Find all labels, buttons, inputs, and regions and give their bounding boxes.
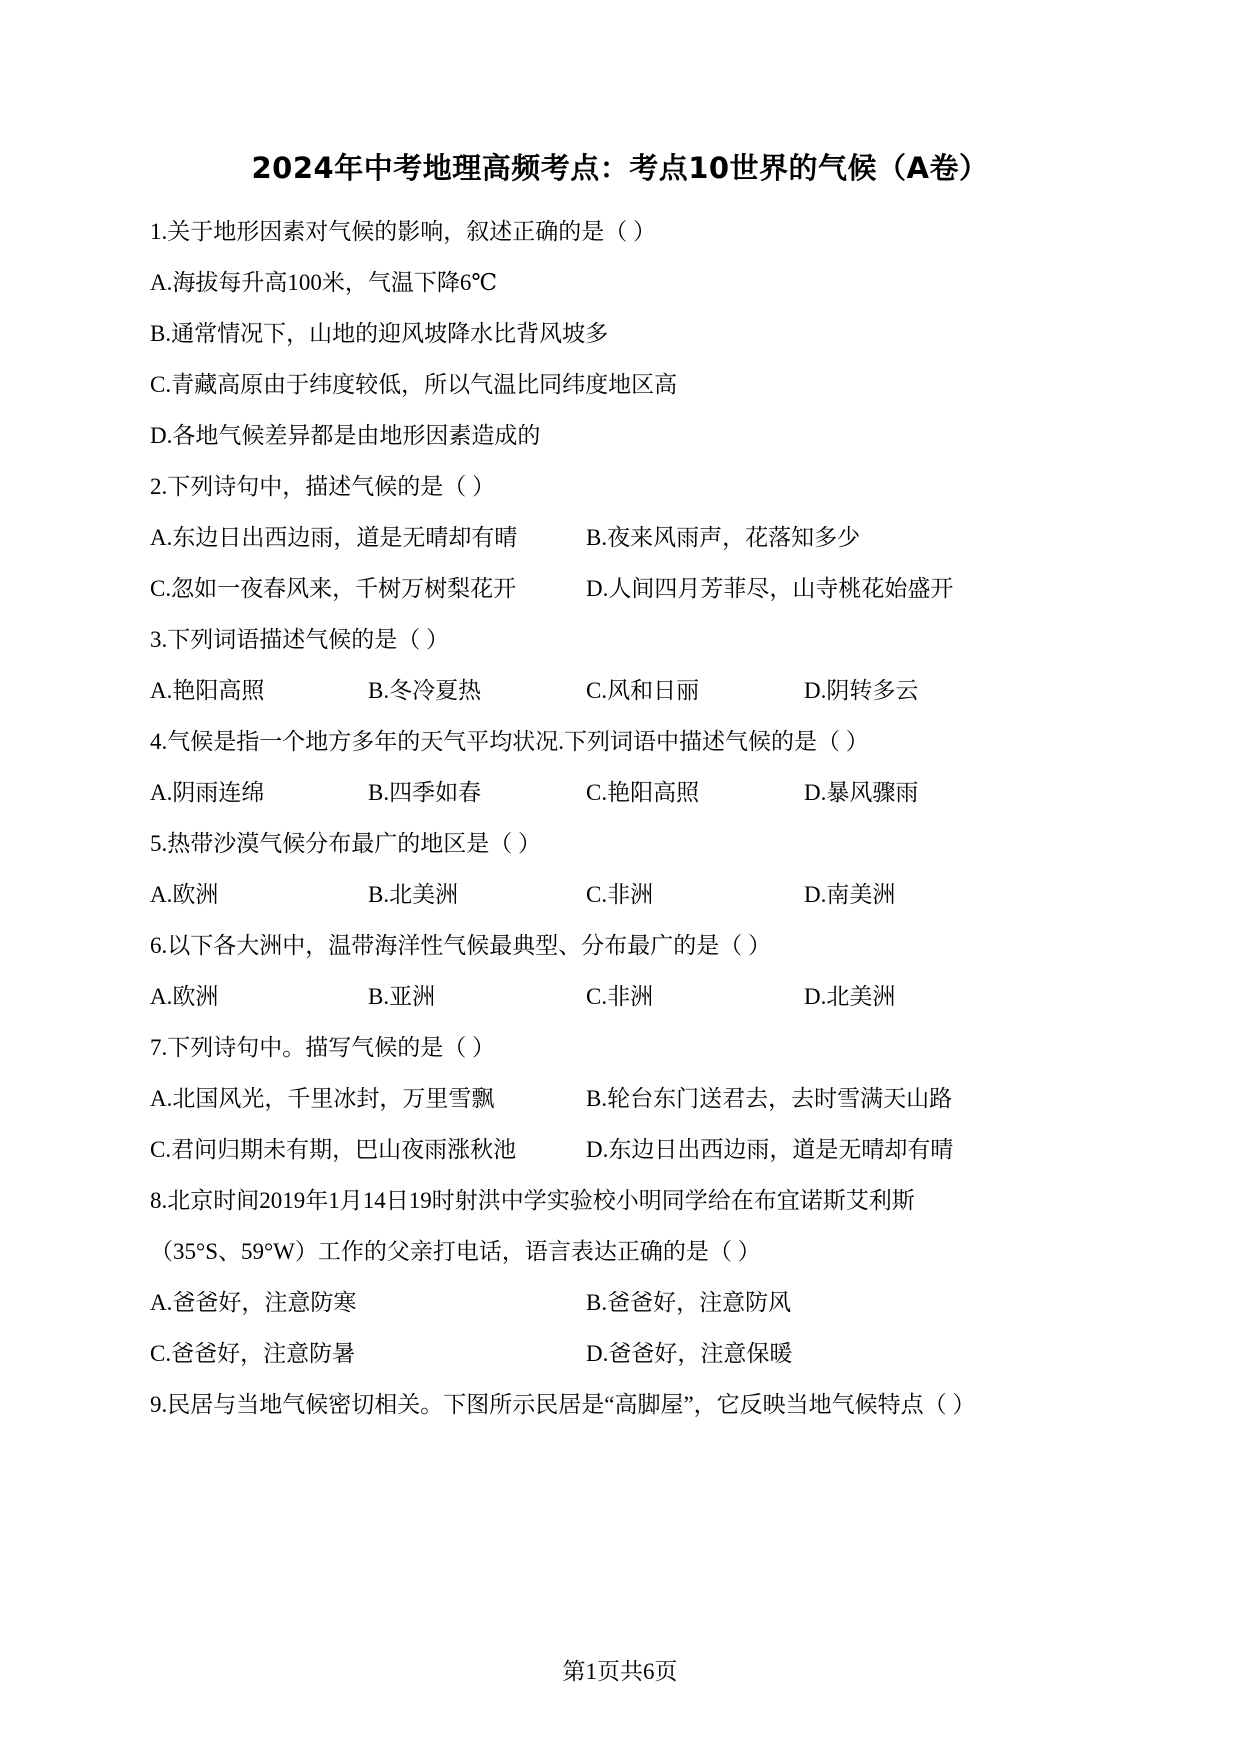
question-5-option-a: A.欧洲 [150,882,219,907]
question-9-stem: 9.民居与当地气候密切相关。下图所示民居是“高脚屋”，它反映当地气候特点（ ） [150,1392,976,1417]
question-7-option-c: C.君问归期未有期，巴山夜雨涨秋池 [150,1137,517,1162]
question-5-option-b: B.北美洲 [368,882,459,907]
question-4-stem: 4.气候是指一个地方多年的天气平均状况.下列词语中描述气候的是（ ） [150,729,869,754]
question-1-stem: 1.关于地形因素对气候的影响，叙述正确的是（ ） [150,219,656,244]
question-3-option-c: C.风和日丽 [586,678,700,703]
question-8-options-row-1 [150,1283,1090,1334]
question-5-options [150,875,1090,926]
question-2-option-b: B.夜来风雨声，花落知多少 [586,525,861,550]
question-6-stem: 6.以下各大洲中，温带海洋性气候最典型、分布最广的是（ ） [150,933,771,958]
question-7-options-row-1 [150,1079,1090,1130]
question-3-stem: 3.下列词语描述气候的是（ ） [150,627,449,652]
question-6-option-c: C.非洲 [586,984,654,1009]
question-2-option-d: D.人间四月芳菲尽，山寺桃花始盛开 [586,576,954,601]
question-1-option-a: A.海拔每升高100米，气温下降6℃ [150,270,498,295]
question-4-option-c: C.艳阳高照 [586,780,700,805]
question-6-option-b: B.亚洲 [368,984,436,1009]
question-7-option-d: D.东边日出西边雨，道是无晴却有晴 [586,1137,954,1162]
question-6-option-a: A.欧洲 [150,984,219,1009]
question-8-options-row-2 [150,1334,1090,1385]
question-7-stem: 7.下列诗句中。描写气候的是（ ） [150,1035,495,1060]
question-6-option-d: D.北美洲 [804,984,896,1009]
question-7-option-b: B.轮台东门送君去，去时雪满天山路 [586,1086,953,1111]
question-6-options [150,977,1090,1028]
question-3-option-a: A.艳阳高照 [150,678,265,703]
page-footer: 第1页共6页 [562,1659,678,1684]
question-2-option-c: C.忽如一夜春风来，千树万树梨花开 [150,576,517,601]
question-2-options-row-1 [150,518,1090,569]
question-8-option-a: A.爸爸好，注意防寒 [150,1290,357,1315]
question-3-option-d: D.阴转多云 [804,678,919,703]
question-1-option-b: B.通常情况下，山地的迎风坡降水比背风坡多 [150,321,609,346]
question-8-stem-continued: （35°S、59°W）工作的父亲打电话，语言表达正确的是（ ） [150,1239,761,1264]
question-3-options [150,671,1090,722]
question-8-option-c: C.爸爸好，注意防暑 [150,1341,356,1366]
question-4-option-a: A.阴雨连绵 [150,780,265,805]
question-5-stem: 5.热带沙漠气候分布最广的地区是（ ） [150,831,541,856]
question-8-option-d: D.爸爸好，注意保暖 [586,1341,793,1366]
question-7-options-row-2 [150,1130,1090,1181]
question-5-option-d: D.南美洲 [804,882,896,907]
question-7-option-a: A.北国风光，千里冰封，万里雪飘 [150,1086,495,1111]
question-8-option-b: B.爸爸好，注意防风 [586,1290,792,1315]
question-4-option-b: B.四季如春 [368,780,482,805]
question-2-options-row-2 [150,569,1090,620]
question-list [150,212,1090,1436]
question-5-option-c: C.非洲 [586,882,654,907]
question-8-stem: 8.北京时间2019年1月14日19时射洪中学实验校小明同学给在布宜诺斯艾利斯 [150,1188,915,1213]
question-4-options [150,773,1090,824]
question-3-option-b: B.冬冷夏热 [368,678,482,703]
question-4-option-d: D.暴风骤雨 [804,780,919,805]
question-1-option-c: C.青藏高原由于纬度较低，所以气温比同纬度地区高 [150,372,678,397]
question-2-stem: 2.下列诗句中，描述气候的是（ ） [150,474,495,499]
question-1-option-d: D.各地气候差异都是由地形因素造成的 [150,423,541,448]
page-title: 2024年中考地理高频考点：考点10世界的气候（A卷） [251,151,989,185]
question-2-option-a: A.东边日出西边雨，道是无晴却有晴 [150,525,518,550]
